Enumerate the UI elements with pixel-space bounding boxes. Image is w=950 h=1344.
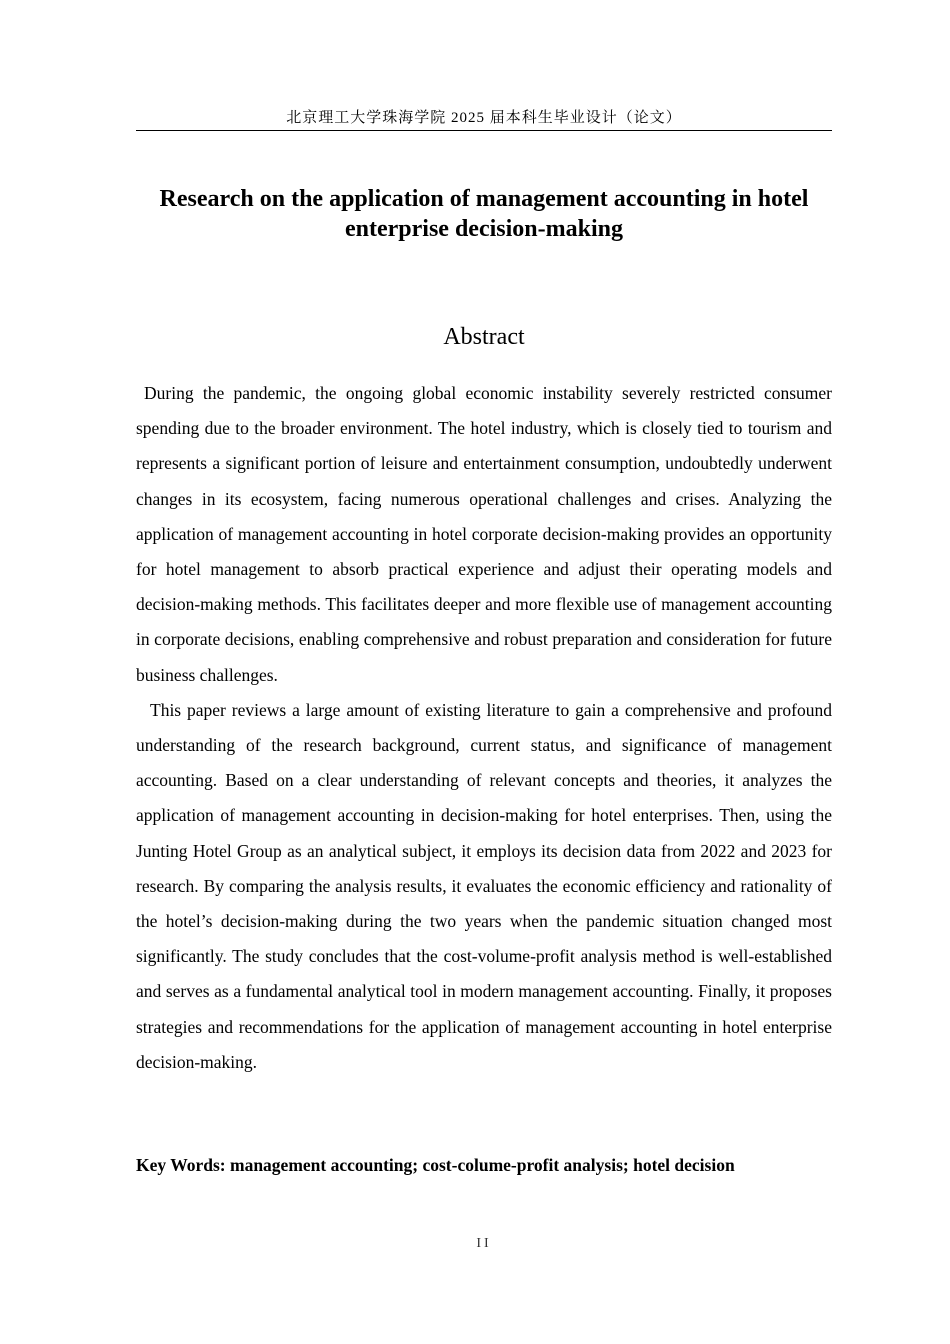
abstract-paragraph-1: During the pandemic, the ongoing global economic instability severely restricted consumer spending due to the broader environment. The hotel industry, which is closely tied to tourism and represents a significant portion of leisure and entertainment consumption, undoubtedly underwent changes in its ecosystem, facing numerous operational challenges and crises. Analyzing the application of management accounting in hotel corporate decision-making provides an opportunity for hotel management to absorb practical experience and adjust their operating models and decision-making methods. This facilitates deeper and more flexible use of management accounting in corporate decisions, enabling comprehensive and robust preparation and consideration for future business challenges. [136,383,832,685]
running-header: 北京理工大学珠海学院 2025 届本科生毕业设计（论文） [286,110,682,126]
abstract-paragraph-2: This paper reviews a large amount of existing literature to gain a comprehensive and profound understanding of the research background, current status, and significance of management accounting. Based on a clear understanding of relevant concepts and theories, it analyzes the application of management accounting in decision-making for hotel enterprises. Then, using the Junting Hotel Group as an analytical subject, it employs its decision data from 2022 and 2023 for research. By comparing the analysis results, it evaluates the economic efficiency and rationality of the hotel’s decision-making during the two years when the pandemic situation changed most significantly. The study concludes that the cost-volume-profit analysis method is well-established and serves as a fundamental analytical tool in modern management accounting. Finally, it proposes strategies and recommendations for the application of management accounting in hotel enterprise decision-making. [136,699,832,1072]
header-rule [136,130,832,131]
paper-title: Research on the application of management accounting in hotel enterprise decision-making [159,186,809,242]
keywords-line: Key Words: management accounting; cost-colume-profit analysis; hotel decision [136,1155,735,1175]
abstract-heading: Abstract [443,324,525,350]
page-number: II [476,1236,492,1251]
abstract-body [136,376,832,1080]
